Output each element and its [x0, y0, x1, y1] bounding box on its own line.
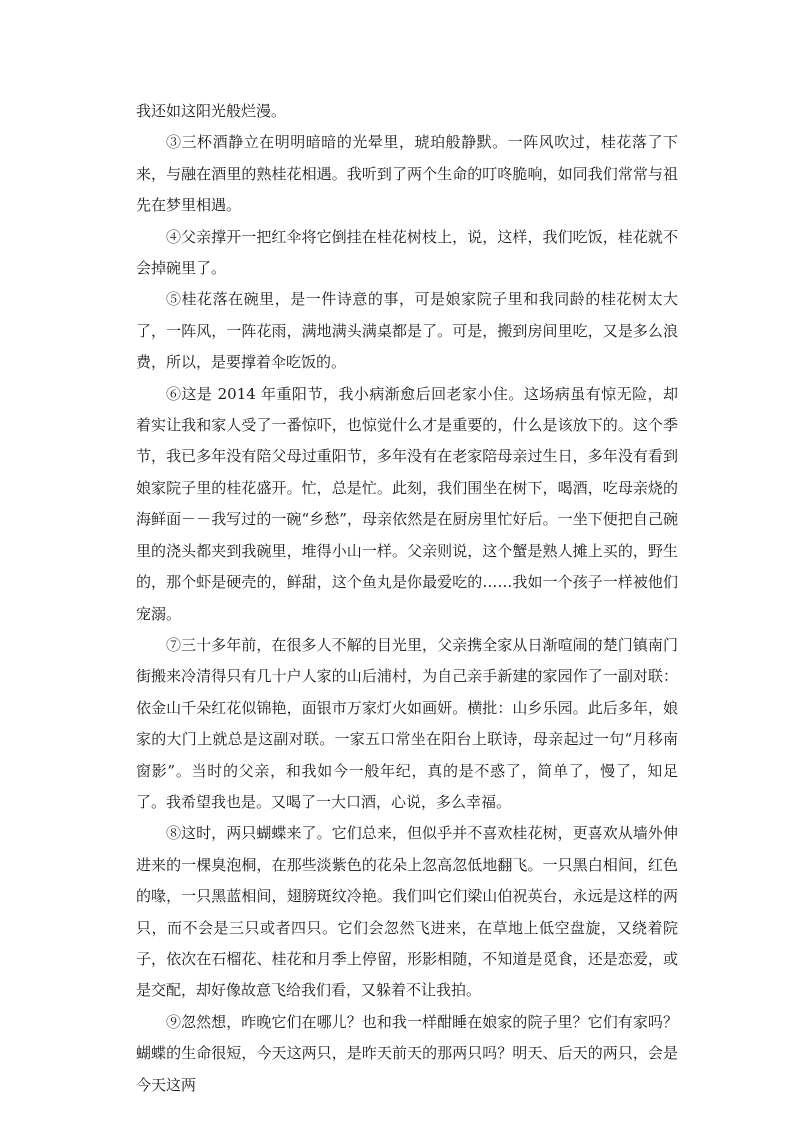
- paragraph-7: ⑦三十多年前，在很多人不解的目光里，父亲携全家从日渐喧闹的楚门镇南门街搬来冷清得只有几十户人家的山后浦村，为自己亲手新建的家园作了一副对联：依金山千朵红花似锦艳，面银市万家灯火如画妍。横批：山乡乐园。此后多年，娘家的大门上就总是这副对联。一家五口常坐在阳台上联诗，母亲起过一句“月移南窗影”。当时的父亲，和我如今一般年纪，真的是不惑了，简单了，慢了，知足了。我希望我也是。又喝了一大口酒，心说，多么幸福。: [136, 635, 678, 811]
- paragraph-3: ③三杯酒静立在明明暗暗的光晕里，琥珀般静默。一阵风吹过，桂花落了下来，与融在酒里的熟桂花相遇。我听到了两个生命的叮咚脆响，如同我们常常与祖先在梦里相遇。: [136, 133, 678, 215]
- paragraph-6: ⑥这是 2014 年重阳节，我小病渐愈后回老家小住。这场病虽有惊无险，却着实让我和家人受了一番惊吓，也惊觉什么才是重要的，什么是该放下的。这个季节，我已多年没有陪父母过重阳节，多年没有在老家陪母亲过生日，多年没有看到娘家院子里的桂花盛开。忙，总是忙。此刻，我们围坐在树下，喝酒，吃母亲烧的海鲜面－－我写过的一碗“乡愁”，母亲依然是在厨房里忙好后。一坐下便把自己碗里的浇头都夹到我碗里，堆得小山一样。父亲则说，这个蟹是熟人摊上买的，野生的，那个虾是硬壳的，鲜甜，这个鱼丸是你最爱吃的……我如一个孩子一样被他们宠溺。: [136, 384, 678, 623]
- essay-body: [136, 96, 678, 1101]
- paragraph-continuation: 我还如这阳光般烂漫。: [136, 102, 287, 120]
- paragraph-5: ⑤桂花落在碗里，是一件诗意的事，可是娘家院子里和我同龄的桂花树太大了，一阵风，一阵花雨，满地满头满桌都是了。可是，搬到房间里吃，又是多么浪费，所以，是要撑着伞吃饭的。: [136, 290, 678, 372]
- paragraph-4: ④父亲撑开一把红伞将它倒挂在桂花树枝上，说，这样，我们吃饭，桂花就不会掉碗里了。: [136, 227, 678, 278]
- paragraph-9: ⑨忽然想，昨晚它们在哪儿？也和我一样酣睡在娘家的院子里？它们有家吗？蝴蝶的生命很短，今天这两只，是昨天前天的那两只吗？明天、后天的两只，会是今天这两: [136, 1012, 678, 1094]
- paragraph-8: ⑧这时，两只蝴蝶来了。它们总来，但似乎并不喜欢桂花树，更喜欢从墙外伸进来的一棵臭泡桐，在那些淡紫色的花朵上忽高忽低地翻飞。一只黑白相间，红色的喙，一只黑蓝相间，翅膀斑纹冷艳。我们叫它们梁山伯祝英台，永远是这样的两只，而不会是三只或者四只。它们会忽然飞进来，在草地上低空盘旋，又绕着院子，依次在石榴花、桂花和月季上停留，形影相随，不知道是觅食，还是恋爱，或是交配，却好像故意飞给我们看，又躲着不让我拍。: [136, 824, 678, 1000]
